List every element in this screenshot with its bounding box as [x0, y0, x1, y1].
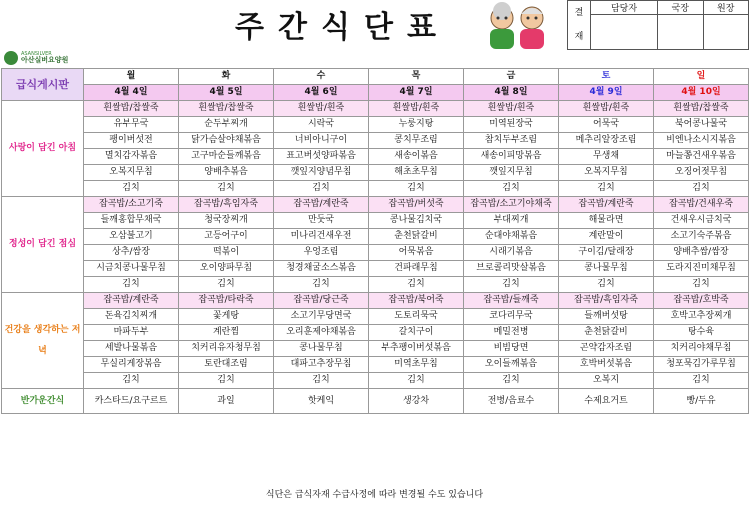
snack-item: 과일	[179, 389, 274, 414]
menu-item: 오이양파무침	[179, 261, 274, 277]
menu-item: 들깨홍합무채국	[84, 213, 179, 229]
menu-item: 오복지무침	[559, 165, 654, 181]
role-director: 국장	[658, 1, 703, 15]
menu-item: 오징어젓무침	[654, 165, 749, 181]
sign-staff	[591, 15, 658, 50]
page-title: 주간식단표	[235, 10, 450, 45]
weekday-6: 일	[654, 69, 749, 85]
menu-item: 우엉조림	[274, 245, 369, 261]
weekday-2: 수	[274, 69, 369, 85]
meal-row	[2, 181, 749, 197]
menu-item: 잡곡밥/건새우죽	[654, 197, 749, 213]
snack-label: 반가운간식	[2, 389, 84, 414]
menu-item: 김치	[84, 181, 179, 197]
menu-item: 참치두부조림	[464, 133, 559, 149]
menu-item: 구이김/달래장	[559, 245, 654, 261]
meal-row	[2, 357, 749, 373]
sign-director	[658, 15, 703, 50]
menu-item: 돈육김치찌개	[84, 309, 179, 325]
menu-item: 메추리알장조림	[559, 133, 654, 149]
approval-box	[567, 0, 749, 50]
menu-item: 건새우시금치국	[654, 213, 749, 229]
weekday-0: 월	[84, 69, 179, 85]
menu-item: 브로콜리맛살볶음	[464, 261, 559, 277]
menu-item: 김치	[654, 181, 749, 197]
menu-item: 비빔당면	[464, 341, 559, 357]
menu-item: 어묵국	[559, 117, 654, 133]
meal-row	[2, 373, 749, 389]
approval-label-top: 결	[574, 8, 584, 18]
menu-item: 북어콩나물국	[654, 117, 749, 133]
date-3: 4월 7일	[369, 85, 464, 101]
menu-item: 잡곡밥/당근죽	[274, 293, 369, 309]
menu-item: 오리훈제야채볶음	[274, 325, 369, 341]
menu-item: 어묵볶음	[369, 245, 464, 261]
menu-item: 유부무국	[84, 117, 179, 133]
menu-item: 순대야채볶음	[464, 229, 559, 245]
header	[0, 0, 749, 68]
meal-row	[2, 117, 749, 133]
menu-item: 호박버섯볶음	[559, 357, 654, 373]
date-0: 4월 4일	[84, 85, 179, 101]
menu-item: 콩치무조림	[369, 133, 464, 149]
meal-row	[2, 309, 749, 325]
snack-item: 전병/음료수	[464, 389, 559, 414]
date-5: 4월 9일	[559, 85, 654, 101]
snack-item: 빵/두유	[654, 389, 749, 414]
section-label-0: 사랑이 담긴 아침	[2, 101, 84, 197]
menu-item: 흰쌀밥/찹쌀죽	[654, 101, 749, 117]
meal-row	[2, 213, 749, 229]
menu-item: 계란말이	[559, 229, 654, 245]
meal-row	[2, 165, 749, 181]
leaf-icon	[4, 51, 18, 65]
menu-item: 고구마순들깨볶음	[179, 149, 274, 165]
menu-item: 마파두부	[84, 325, 179, 341]
meal-row	[2, 101, 749, 117]
menu-item: 치커리유자청무침	[179, 341, 274, 357]
menu-item: 미역된장국	[464, 117, 559, 133]
menu-item: 김치	[179, 277, 274, 293]
menu-item: 비엔나소시지볶음	[654, 133, 749, 149]
menu-item: 소고기숙주볶음	[654, 229, 749, 245]
meal-row	[2, 245, 749, 261]
menu-item: 김치	[274, 277, 369, 293]
menu-item: 부대찌개	[464, 213, 559, 229]
menu-table	[1, 68, 749, 414]
weekday-4: 금	[464, 69, 559, 85]
menu-item: 김치	[369, 181, 464, 197]
menu-item: 호박고추장찌개	[654, 309, 749, 325]
menu-item: 무실리게장볶음	[84, 357, 179, 373]
date-4: 4월 8일	[464, 85, 559, 101]
menu-item: 대파고추장무침	[274, 357, 369, 373]
menu-item: 시락국	[274, 117, 369, 133]
menu-item: 미나리건새우전	[274, 229, 369, 245]
menu-item: 잡곡밥/북어죽	[369, 293, 464, 309]
menu-item: 잡곡밥/흑임자죽	[559, 293, 654, 309]
menu-item: 김치	[464, 373, 559, 389]
menu-item: 김치	[274, 181, 369, 197]
menu-item: 잡곡밥/타락죽	[179, 293, 274, 309]
menu-item: 김치	[84, 277, 179, 293]
menu-item: 도라지진미채무침	[654, 261, 749, 277]
snack-item: 핫케익	[274, 389, 369, 414]
menu-item: 김치	[369, 373, 464, 389]
meal-row	[2, 149, 749, 165]
date-1: 4월 5일	[179, 85, 274, 101]
menu-item: 팽이버섯전	[84, 133, 179, 149]
menu-item: 닭가슴살야채볶음	[179, 133, 274, 149]
menu-item: 깻잎지무침	[464, 165, 559, 181]
snack-row	[2, 389, 749, 414]
meal-row	[2, 197, 749, 213]
menu-item: 잡곡밥/흑임자죽	[179, 197, 274, 213]
menu-item: 상추/쌈장	[84, 245, 179, 261]
menu-item: 흰쌀밥/찹쌀죽	[84, 101, 179, 117]
menu-item: 김치	[559, 181, 654, 197]
menu-item: 새송이볶음	[369, 149, 464, 165]
menu-item: 코다리무국	[464, 309, 559, 325]
menu-item: 멸치감자볶음	[84, 149, 179, 165]
menu-item: 청국장찌개	[179, 213, 274, 229]
menu-item: 춘천닭갈비	[559, 325, 654, 341]
menu-item: 김치	[179, 373, 274, 389]
org-name: 아산실버요양원	[21, 56, 69, 64]
org-logo	[4, 50, 80, 66]
menu-item: 토란대조림	[179, 357, 274, 373]
menu-item: 시래기볶음	[464, 245, 559, 261]
menu-item: 잡곡밥/소고기죽	[84, 197, 179, 213]
meal-row	[2, 261, 749, 277]
menu-item: 오복지무침	[84, 165, 179, 181]
menu-item: 표고버섯양파볶음	[274, 149, 369, 165]
section-label-1: 정성이 담긴 점심	[2, 197, 84, 293]
menu-item: 김치	[464, 181, 559, 197]
menu-item: 시금치콩나물무침	[84, 261, 179, 277]
menu-item: 흰쌀밥/흰죽	[274, 101, 369, 117]
menu-item: 흰쌀밥/흰죽	[464, 101, 559, 117]
approval-label-bottom: 재	[574, 32, 584, 42]
menu-item: 김치	[274, 373, 369, 389]
menu-item: 부추팽이버섯볶음	[369, 341, 464, 357]
menu-item: 들깨버섯탕	[559, 309, 654, 325]
menu-item: 오복지	[559, 373, 654, 389]
menu-item: 건파래무침	[369, 261, 464, 277]
menu-item: 너비아니구이	[274, 133, 369, 149]
org-small-name: ASANSILVER	[21, 51, 52, 57]
board-label: 급식게시판	[2, 69, 84, 101]
menu-item: 해초초무침	[369, 165, 464, 181]
role-staff: 담당자	[591, 1, 658, 15]
meal-row	[2, 277, 749, 293]
menu-item: 김치	[84, 373, 179, 389]
menu-item: 콩나물무침	[274, 341, 369, 357]
menu-item: 양배추쌈/쌈장	[654, 245, 749, 261]
menu-item: 치커리야채무침	[654, 341, 749, 357]
menu-item: 소고기무당면국	[274, 309, 369, 325]
menu-item: 잡곡밥/버섯죽	[369, 197, 464, 213]
menu-item: 잡곡밥/계란죽	[274, 197, 369, 213]
meal-row	[2, 133, 749, 149]
menu-item: 세발나물볶음	[84, 341, 179, 357]
weekday-3: 목	[369, 69, 464, 85]
menu-item: 오이들깨볶음	[464, 357, 559, 373]
menu-item: 해물라면	[559, 213, 654, 229]
menu-item: 메밀전병	[464, 325, 559, 341]
menu-item: 청포묵김가루무침	[654, 357, 749, 373]
weekday-row	[2, 69, 749, 85]
menu-item: 만둣국	[274, 213, 369, 229]
menu-item: 잡곡밥/들깨죽	[464, 293, 559, 309]
menu-item: 깻잎지양념무침	[274, 165, 369, 181]
menu-item: 누룽지탕	[369, 117, 464, 133]
menu-item: 콩나물김치국	[369, 213, 464, 229]
menu-item: 갈치구이	[369, 325, 464, 341]
sign-head	[703, 15, 749, 50]
menu-item: 도토리묵국	[369, 309, 464, 325]
snack-item: 생강차	[369, 389, 464, 414]
menu-item: 마늘쫑건새우볶음	[654, 149, 749, 165]
menu-item: 춘천닭갈비	[369, 229, 464, 245]
snack-item: 카스타드/요구르트	[84, 389, 179, 414]
menu-item: 김치	[369, 277, 464, 293]
approval-label	[568, 1, 591, 50]
notice: 식단은 급식자재 수급사정에 따라 변경될 수도 있습니다	[265, 490, 484, 500]
menu-item: 잡곡밥/계란죽	[84, 293, 179, 309]
menu-item: 무생채	[559, 149, 654, 165]
menu-item: 흰쌀밥/찹쌀죽	[179, 101, 274, 117]
date-6: 4월 10일	[654, 85, 749, 101]
menu-item: 콩나물무침	[559, 261, 654, 277]
menu-item: 잡곡밥/계란죽	[559, 197, 654, 213]
menu-item: 김치	[464, 277, 559, 293]
menu-item: 김치	[179, 181, 274, 197]
menu-item: 청경채굴소스볶음	[274, 261, 369, 277]
menu-item: 잡곡밥/호박죽	[654, 293, 749, 309]
meal-row	[2, 229, 749, 245]
menu-item: 곤약감자조림	[559, 341, 654, 357]
menu-item: 양배추볶음	[179, 165, 274, 181]
role-head: 원장	[703, 1, 749, 15]
meal-row	[2, 341, 749, 357]
menu-item: 흰쌀밥/흰죽	[559, 101, 654, 117]
menu-item: 탕수육	[654, 325, 749, 341]
date-2: 4월 6일	[274, 85, 369, 101]
menu-item: 고등어구이	[179, 229, 274, 245]
menu-item: 순두부찌개	[179, 117, 274, 133]
menu-item: 계란찜	[179, 325, 274, 341]
menu-item: 김치	[654, 373, 749, 389]
menu-item: 김치	[654, 277, 749, 293]
date-row	[2, 85, 749, 101]
menu-item: 흰쌀밥/흰죽	[369, 101, 464, 117]
menu-item: 미역초무침	[369, 357, 464, 373]
weekday-1: 화	[179, 69, 274, 85]
menu-item: 꽃게탕	[179, 309, 274, 325]
snack-item: 수제요거트	[559, 389, 654, 414]
menu-item: 잡곡밥/소고기야채죽	[464, 197, 559, 213]
section-label-2: 건강을 생각하는 저녁	[2, 293, 84, 389]
menu-item: 떡볶이	[179, 245, 274, 261]
menu-item: 오삼불고기	[84, 229, 179, 245]
meal-row	[2, 325, 749, 341]
grandparents-illustration	[478, 2, 556, 50]
meal-row	[2, 293, 749, 309]
menu-item: 김치	[559, 277, 654, 293]
menu-item: 새송이피망볶음	[464, 149, 559, 165]
weekday-5: 토	[559, 69, 654, 85]
